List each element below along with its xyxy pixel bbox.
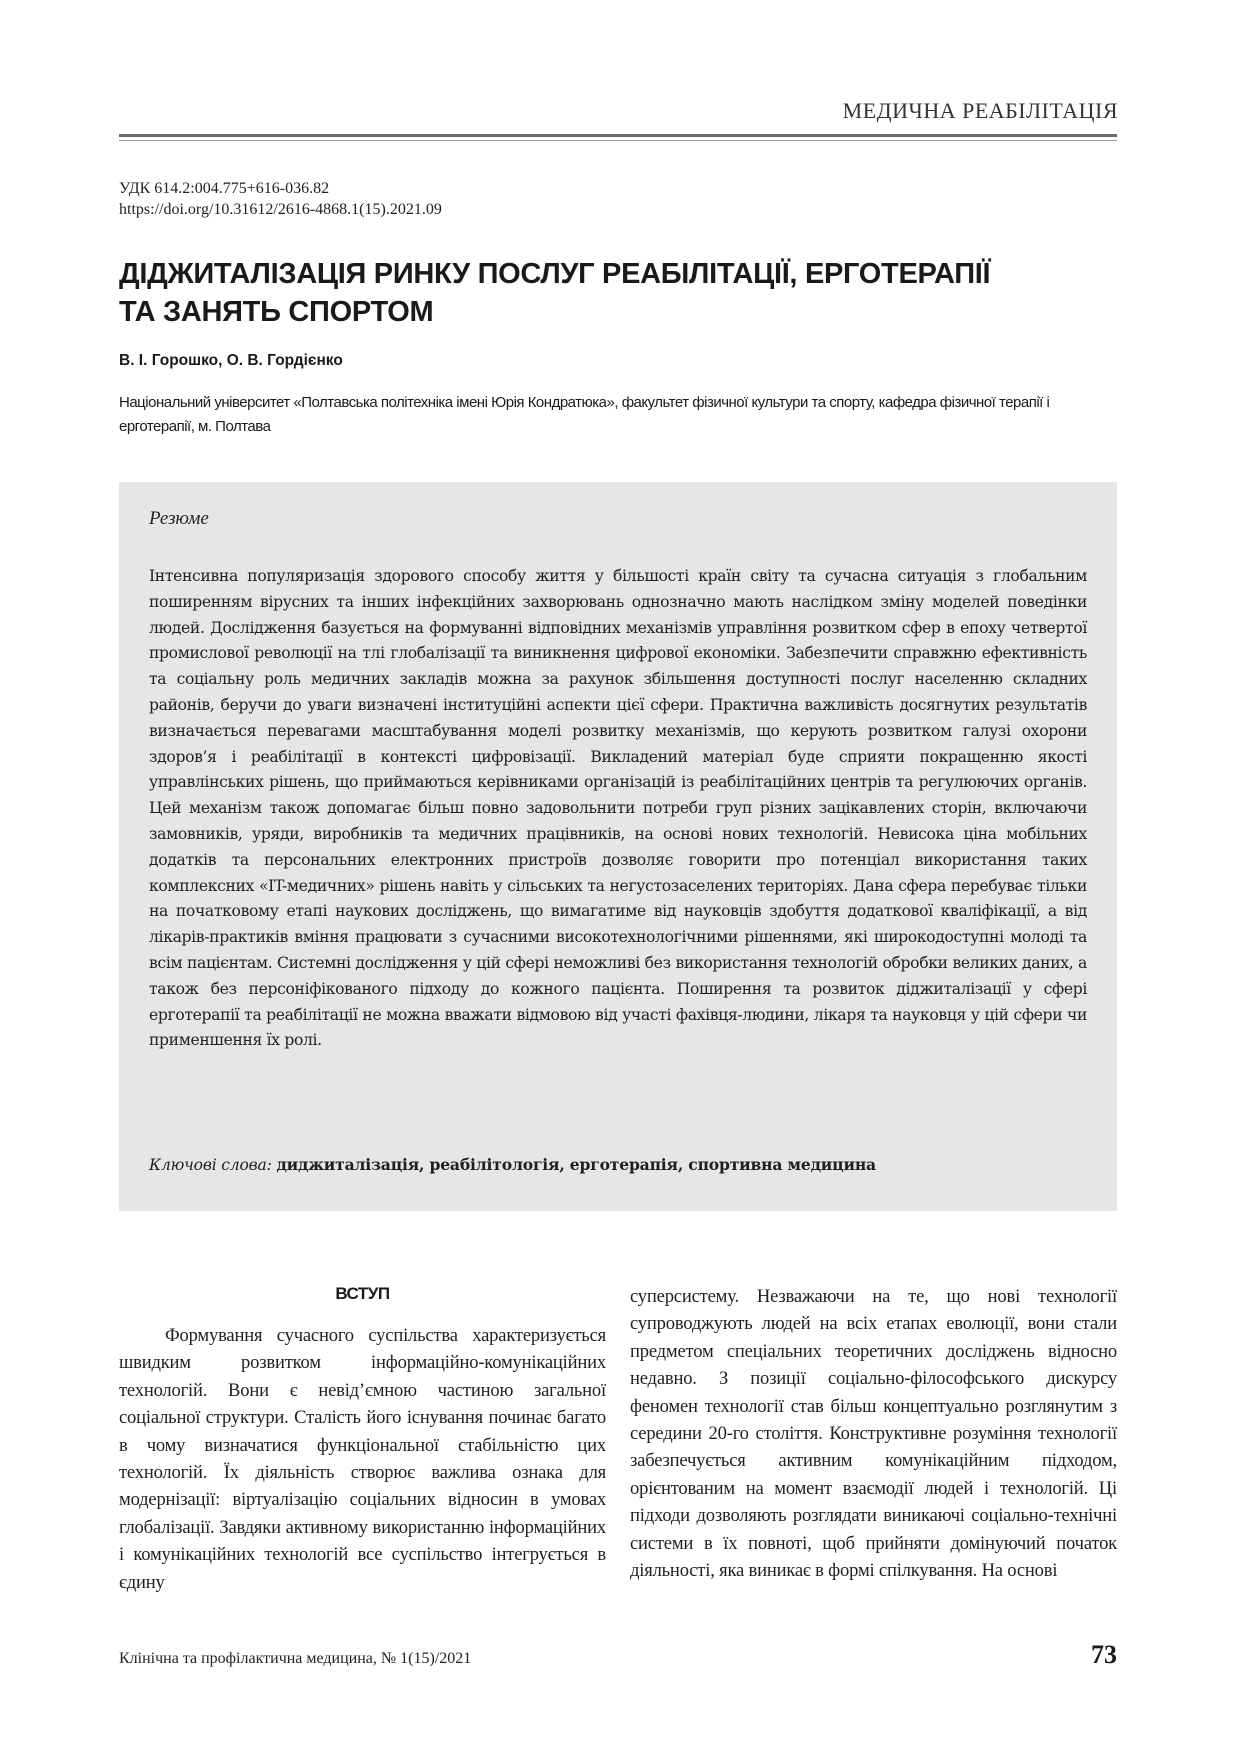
header-rule-thick	[119, 134, 1117, 137]
abstract-heading: Резюме	[149, 508, 209, 529]
udc-code: УДК 614.2:004.775+616-036.82	[119, 180, 330, 197]
body-column-left	[119, 1322, 606, 1596]
keywords-label: Ключові слова:	[149, 1156, 272, 1174]
doi-link[interactable]: https://doi.org/10.31612/2616-4868.1(15).2021.09	[119, 201, 442, 218]
intro-heading: ВСТУП	[335, 1284, 390, 1303]
title-line-1: ДІДЖИТАЛІЗАЦІЯ РИНКУ ПОСЛУГ РЕАБІЛІТАЦІЇ, ЕРГОТЕРАПІЇ	[119, 258, 991, 290]
keywords-values: диджиталізація, реабілітологія, ерготерапія, спортивна медицина	[276, 1155, 876, 1174]
footer-journal-name: Клінічна та профілактична медицина, № 1(15)/2021	[119, 1650, 472, 1667]
article-title	[119, 255, 1119, 331]
intro-paragraph-right: суперсистему. Незважаючи на те, що нові технології супроводжують людей на всіх етапах еволюції, вони стали предметом спеціальних теоретичних досліджень відносно недавно. З позиції соціально-філософського дискурсу феномен технології став більш концептуально розглянутим з середини 20-го століття. Конструктивне розуміння технології забезпечується активним комунікаційним підходом, орієнтованим на момент взаємодії людей і технологій. Ці підходи дозволяють розглядати виникаючі соціально-технічні системи в їх повноті, щоб прийняти домінуючий початок діяльності, яка виникає в формі спілкування. На основі	[630, 1286, 1117, 1582]
header-rule-thin	[119, 140, 1117, 141]
keywords	[149, 1155, 1087, 1174]
section-header: МЕДИЧНА РЕАБІЛІТАЦІЯ	[842, 98, 1118, 123]
page-number: 73	[1091, 1640, 1117, 1669]
title-line-2: ТА ЗАНЯТЬ СПОРТОМ	[119, 296, 434, 328]
author-affiliation: Національний університет «Полтавська політехніка імені Юрія Кондратюка», факультет фізичної культури та спорту, кафедра фізичної терапії і ерготерапії, м. Полтава	[119, 394, 1050, 435]
article-authors: В. І. Горошко, О. В. Гордієнко	[119, 352, 343, 369]
body-column-right	[630, 1283, 1117, 1584]
abstract-text: Інтенсивна популяризація здорового способу життя у більшості країн світу та сучасна ситуація з глобальним поширенням вірусних та інших інфекційних захворювань однозначно мають наслідком зміну моделей поведінки людей. Дослідження базується на формуванні відповідних механізмів управління розвитком сфер в епоху четвертої промислової революції на тлі глобалізації та виникнення цифрової економіки. Забезпечити справжню ефективність та соціальну роль медичних закладів можна за рахунок збільшення доступності послуг населенню складних районів, беручи до уваги визначені інституційні аспекти цієї сфери. Практична важливість досягнутих результатів визначається перевагами масштабування моделі розвитку механізмів, що керують розвитком галузі охорони здоров’я і реабілітації в контексті цифровізації. Викладений матеріал буде сприяти покращенню якості управлінських рішень, що приймаються керівниками організацій із реабілітаційних центрів та регулюючих органів. Цей механізм також допомагає більш повно задовольнити потреби груп різних зацікавлених сторін, включаючи замовників, уряди, виробників та медичних працівників, на основі нових технологій. Невисока ціна мобільних додатків та персональних електронних пристроїв дозволяє говорити про потенціал використання таких комплексних «IT-медичних» рішень навіть у сільських та негустозаселених територіях. Дана сфера перебуває тільки на початковому етапі наукових досліджень, що вимагатиме від науковців здобуття додаткової кваліфікації, а від лікарів-практиків вміння працювати з сучасними високотехнологічними рішеннями, які широкодоступні молоді та всім пацієнтам. Системні дослідження у цій сфері неможливі без використання технологій обробки великих даних, а також без персоніфікованого підходу до кожного пацієнта. Поширення та розвиток діджиталізації у сфері ерготерапії та реабілітації не можна вважати відмовою від участі фахівця-людини, лікаря та науковця у цій сфери чи применшення їх ролі.	[149, 567, 1087, 1050]
intro-paragraph-left: Формування сучасного суспільства характеризується швидким розвитком інформаційно-комунікаційних технологій. Вони є невід’ємною частиною загальної соціальної структури. Сталість його існування починає багато в чому визначатися функціональної стабільністю цих технологій. Їх діяльність створює важлива ознака для модернізації: віртуалізацію соціальних відносин в умовах глобалізації. Завдяки активному використанню інформаційних і комунікаційних технологій все суспільство інтегрується в єдину	[119, 1325, 606, 1593]
abstract-box	[119, 482, 1117, 1211]
article-meta	[119, 178, 442, 220]
